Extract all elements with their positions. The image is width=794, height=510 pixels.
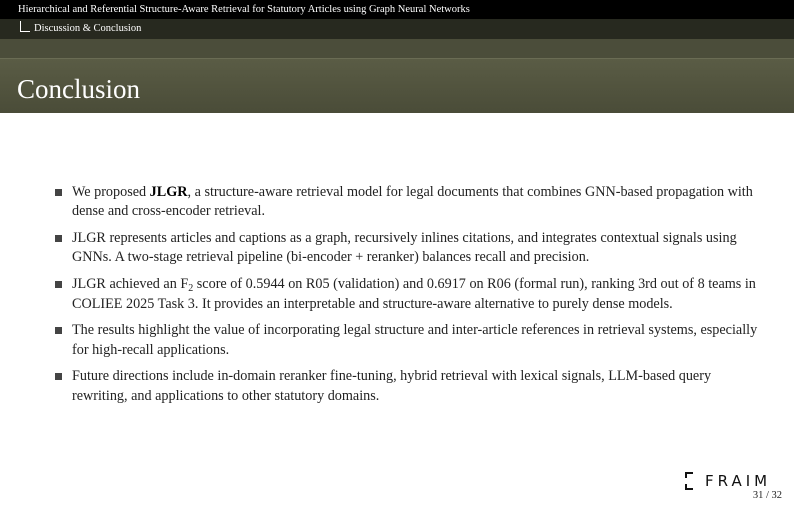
slide-title-bar	[0, 58, 794, 113]
page-number: 31 / 32	[752, 490, 782, 501]
list-item	[55, 229, 760, 268]
list-item	[55, 321, 760, 360]
list-item	[55, 183, 760, 222]
section-label: Discussion & Conclusion	[34, 23, 142, 34]
slide-title: Conclusion	[17, 74, 141, 104]
header-band	[0, 39, 794, 58]
bullet-text-pre: We proposed	[72, 184, 150, 200]
bullet-text: Future directions include in-domain reranker fine-tuning, hybrid retrieval with lexical signals, LLM-based query rewriting, and applications to other statutory domains.	[72, 368, 712, 404]
bullet-text: JLGR represents articles and captions as a graph, recursively inlines citations, and integrates contextual signals using GNNs. A two-stage retrieval pipeline (bi-encoder + reranker) balances recall and precision.	[72, 229, 737, 266]
bullet-text-pre: JLGR achieved an F	[72, 275, 189, 292]
logo-text: FRAIM	[705, 472, 772, 490]
tree-branch-icon	[20, 21, 30, 32]
presentation-title: Hierarchical and Referential Structure-Aware Retrieval for Statutory Articles using Graph Neural Networks	[18, 4, 470, 15]
fraim-logo	[685, 470, 771, 492]
presentation-title-bar	[0, 0, 794, 19]
section-bar	[0, 19, 794, 39]
square-bullet-icon	[55, 235, 62, 242]
bracket-logo-icon	[685, 472, 695, 490]
square-bullet-icon	[55, 281, 62, 288]
f-score-subscript: 2	[188, 282, 194, 294]
square-bullet-icon	[55, 327, 62, 334]
bullet-text-post: , a structure-aware retrieval model for legal documents that combines GNN-based propagation with dense and cross-encoder retrieval.	[72, 184, 753, 220]
bullet-text: The results highlight the value of incorporating legal structure and inter-article references in retrieval systems, especially for high-recall applications.	[72, 322, 758, 358]
square-bullet-icon	[55, 189, 62, 196]
conclusion-list	[55, 183, 760, 413]
square-bullet-icon	[55, 373, 62, 380]
list-item	[55, 367, 760, 406]
list-item	[55, 275, 760, 315]
bullet-text-post: score of 0.5944 on R05 (validation) and 0.6917 on R06 (formal run), ranking 3rd out of 8 teams in COLIEE 2025 Task 3. It provides an interpretable and structure-aware alternative to purely dense models.	[72, 275, 756, 313]
model-name: JLGR	[149, 184, 188, 200]
